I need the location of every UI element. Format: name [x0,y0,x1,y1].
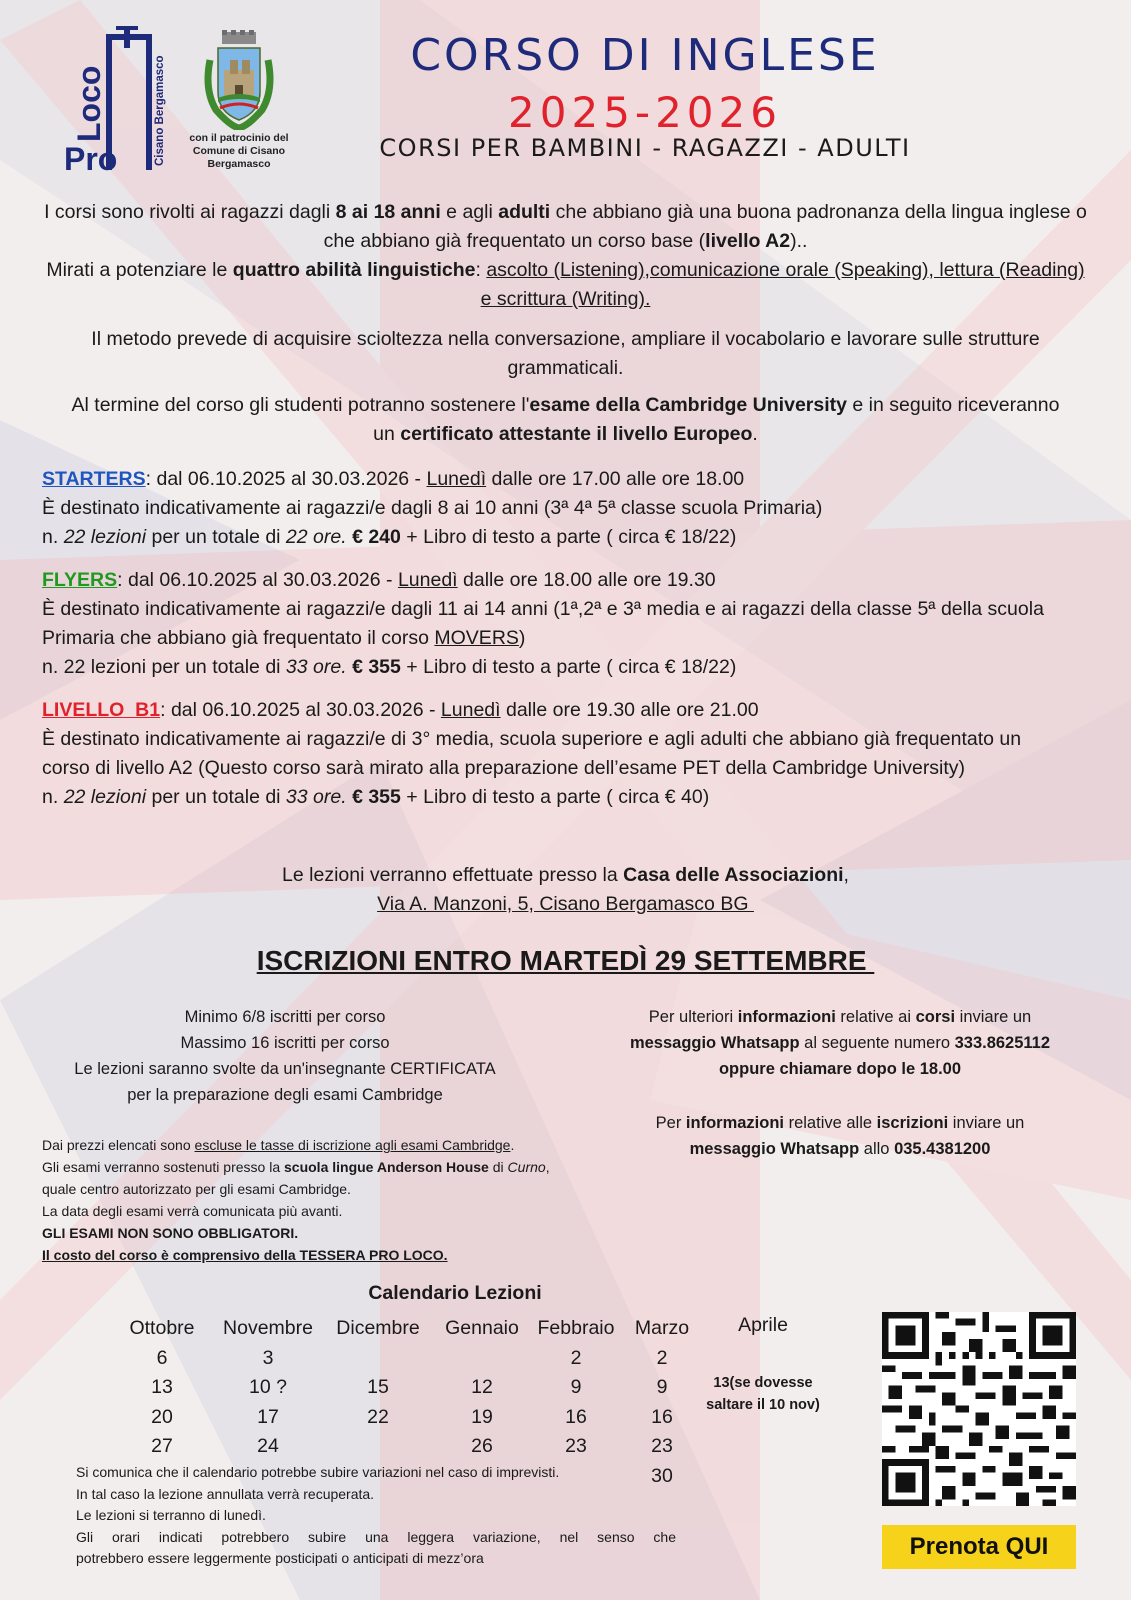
intro-paragraph-method: Il metodo prevede di acquisire scioltezza nella conversazione, ampliare il vocabolario e lavorare sulle strutture grammaticali. [91,328,1040,379]
calendar-notes: Si comunica che il calendario potrebbe subire variazioni nel caso di imprevisti. In tal caso la lezione annullata verrà recuperata. Le lezioni si terranno di lunedì. Gli orari indicati potrebbero subire una leggera variazione, nel senso che potrebbero essere leggermente posticipati o anticipati di mezz’ora [76,1464,676,1566]
calendar-month-marzo: Marzo 2 9 16 23 30 [634,1317,690,1487]
info-enrollment-phone: 035.4381200 [894,1140,991,1158]
enrollment-deadline: ISCRIZIONI ENTRO MARTEDÌ 29 SETTEMBRE [256,945,875,976]
course-flyers: FLYERS: dal 06.10.2025 al 30.03.2026 - Lunedì dalle ore 18.00 alle ore 19.30 È destinato indicativamente ai ragazzi/e dagli 11 ai 14 anni (1ª,2ª e 3ª media e ai ragazzi della classe 5ª della scuola Primaria che abbiano già frequentato il corso MOVERS) n. 22 lezioni per un totale di 33 ore. € 355 + Libro di testo a parte ( circa € 18/22) [42,569,1044,678]
intro-paragraph-1: I corsi sono rivolti ai ragazzi dagli 8 ai 18 anni e agli adulti che abbiano già una buona padronanza della lingua inglese o che abbiano già frequentato un corso base (livello A2).. Mirati a potenziare le quattro abilità linguistiche: ascolto (Listening),comunicazione orale (Speaking), lettura (Reading) e scrittura (Writing). [44,201,1087,310]
info-courses: Per ulteriori informazioni relative ai corsi inviare un messaggio Whatsapp al seguente numero 333.8625112 oppure chiamare dopo le 18.00 [629,1008,1051,1078]
calendar-aprile-note: 13(se dovesse saltare il 10 nov) [706,1375,820,1413]
exam-notes: Dai prezzi elencati sono escluse le tasse di iscrizione agli esami Cambridge. Gli esami verranno sostenuti presso la scuola lingue Anderson House di Curno, quale centro autorizzato per gli esami Cambridge. La data degli esami verrà comunicata più avanti. GLI ESAMI NON SONO OBBLIGATORI. Il costo del corso è comprensivo della TESSERA PRO LOCO. [42,1137,550,1263]
location: Le lezioni verranno effettuate presso la Casa delle Associazioni, Via A. Manzoni, 5, Cisano Bergamasco BG [282,864,849,915]
calendar-month-dicembre: Dicembre 15 22 [336,1317,420,1428]
book-now-button[interactable]: Prenota QUI [882,1525,1076,1569]
starters-label: STARTERS [42,468,146,490]
calendar-month-aprile: Aprile [738,1314,788,1336]
year-title: 2025-2026 [508,88,782,137]
flyers-price: € 355 [352,656,401,678]
flyers-label: FLYERS [42,569,118,591]
intro-paragraph-exam: Al termine del corso gli studenti potranno sostenere l'esame della Cambridge University e in seguito riceveranno un certificato attestante il livello Europeo. [71,394,1060,445]
proloco-logo [62,26,167,176]
proloco-logo-icon [62,26,167,176]
proloco-pro-text: Pro [64,141,118,176]
calendar-month-novembre: Novembre 3 10 ? 17 24 [223,1317,313,1457]
qr-code[interactable] [882,1312,1076,1506]
calendar-month-gennaio: Gennaio 12 19 26 [445,1317,519,1457]
page-subtitle: CORSI PER BAMBINI - RAGAZZI - ADULTI [379,134,911,162]
starters-price: € 240 [352,526,401,548]
info-courses-phone: 333.8625112 [954,1034,1051,1052]
qr-code-icon [882,1312,1076,1506]
crest-icon [200,30,278,130]
calendar-month-ottobre: Ottobre 6 13 20 27 [129,1317,195,1457]
proloco-loco-text: Loco [71,65,107,142]
municipal-crest [200,30,278,130]
b1-label: LIVELLO B1 [42,699,161,721]
course-b1: LIVELLO B1: dal 06.10.2025 al 30.03.2026 - Lunedì dalle ore 19.30 alle ore 21.00 È destinato indicativamente ai ragazzi/e di 3° media, scuola superiore e agli adulti che abbiano già frequentato un corso di livello A2 (Questo corso sarà mirato alla preparazione dell’esame PET della Cambridge University) n. 22 lezioni per un totale di 33 ore. € 355 + Libro di testo a parte ( circa € 40) [42,699,1022,808]
proloco-town-text: Cisano Bergamasco [154,55,166,166]
patrocinio-text: con il patrocinio del Comune di Cisano Bergamasco [189,132,289,170]
address: Via A. Manzoni, 5, Cisano Bergamasco BG [377,893,754,915]
calendar-title: Calendario Lezioni [368,1282,542,1304]
b1-price: € 355 [352,786,401,808]
course-starters: STARTERS: dal 06.10.2025 al 30.03.2026 - Lunedì dalle ore 17.00 alle ore 18.00 È destinato indicativamente ai ragazzi/e dagli 8 ai 10 anni (3ª 4ª 5ª classe scuola Primaria) n. 22 lezioni per un totale di 22 ore. € 240 + Libro di testo a parte ( circa € 18/22) [42,468,823,548]
requirements: Minimo 6/8 iscritti per corso Massimo 16 iscritti per corso Le lezioni saranno svolte da un'insegnante CERTIFICATA per la preparazione degli esami Cambridge [74,1008,496,1104]
page-title: CORSO DI INGLESE [410,30,880,81]
info-enrollment: Per informazioni relative alle iscrizioni inviare un messaggio Whatsapp allo 035.4381200 [655,1114,1025,1158]
calendar-month-febbraio: Febbraio 2 9 16 23 [537,1317,615,1457]
